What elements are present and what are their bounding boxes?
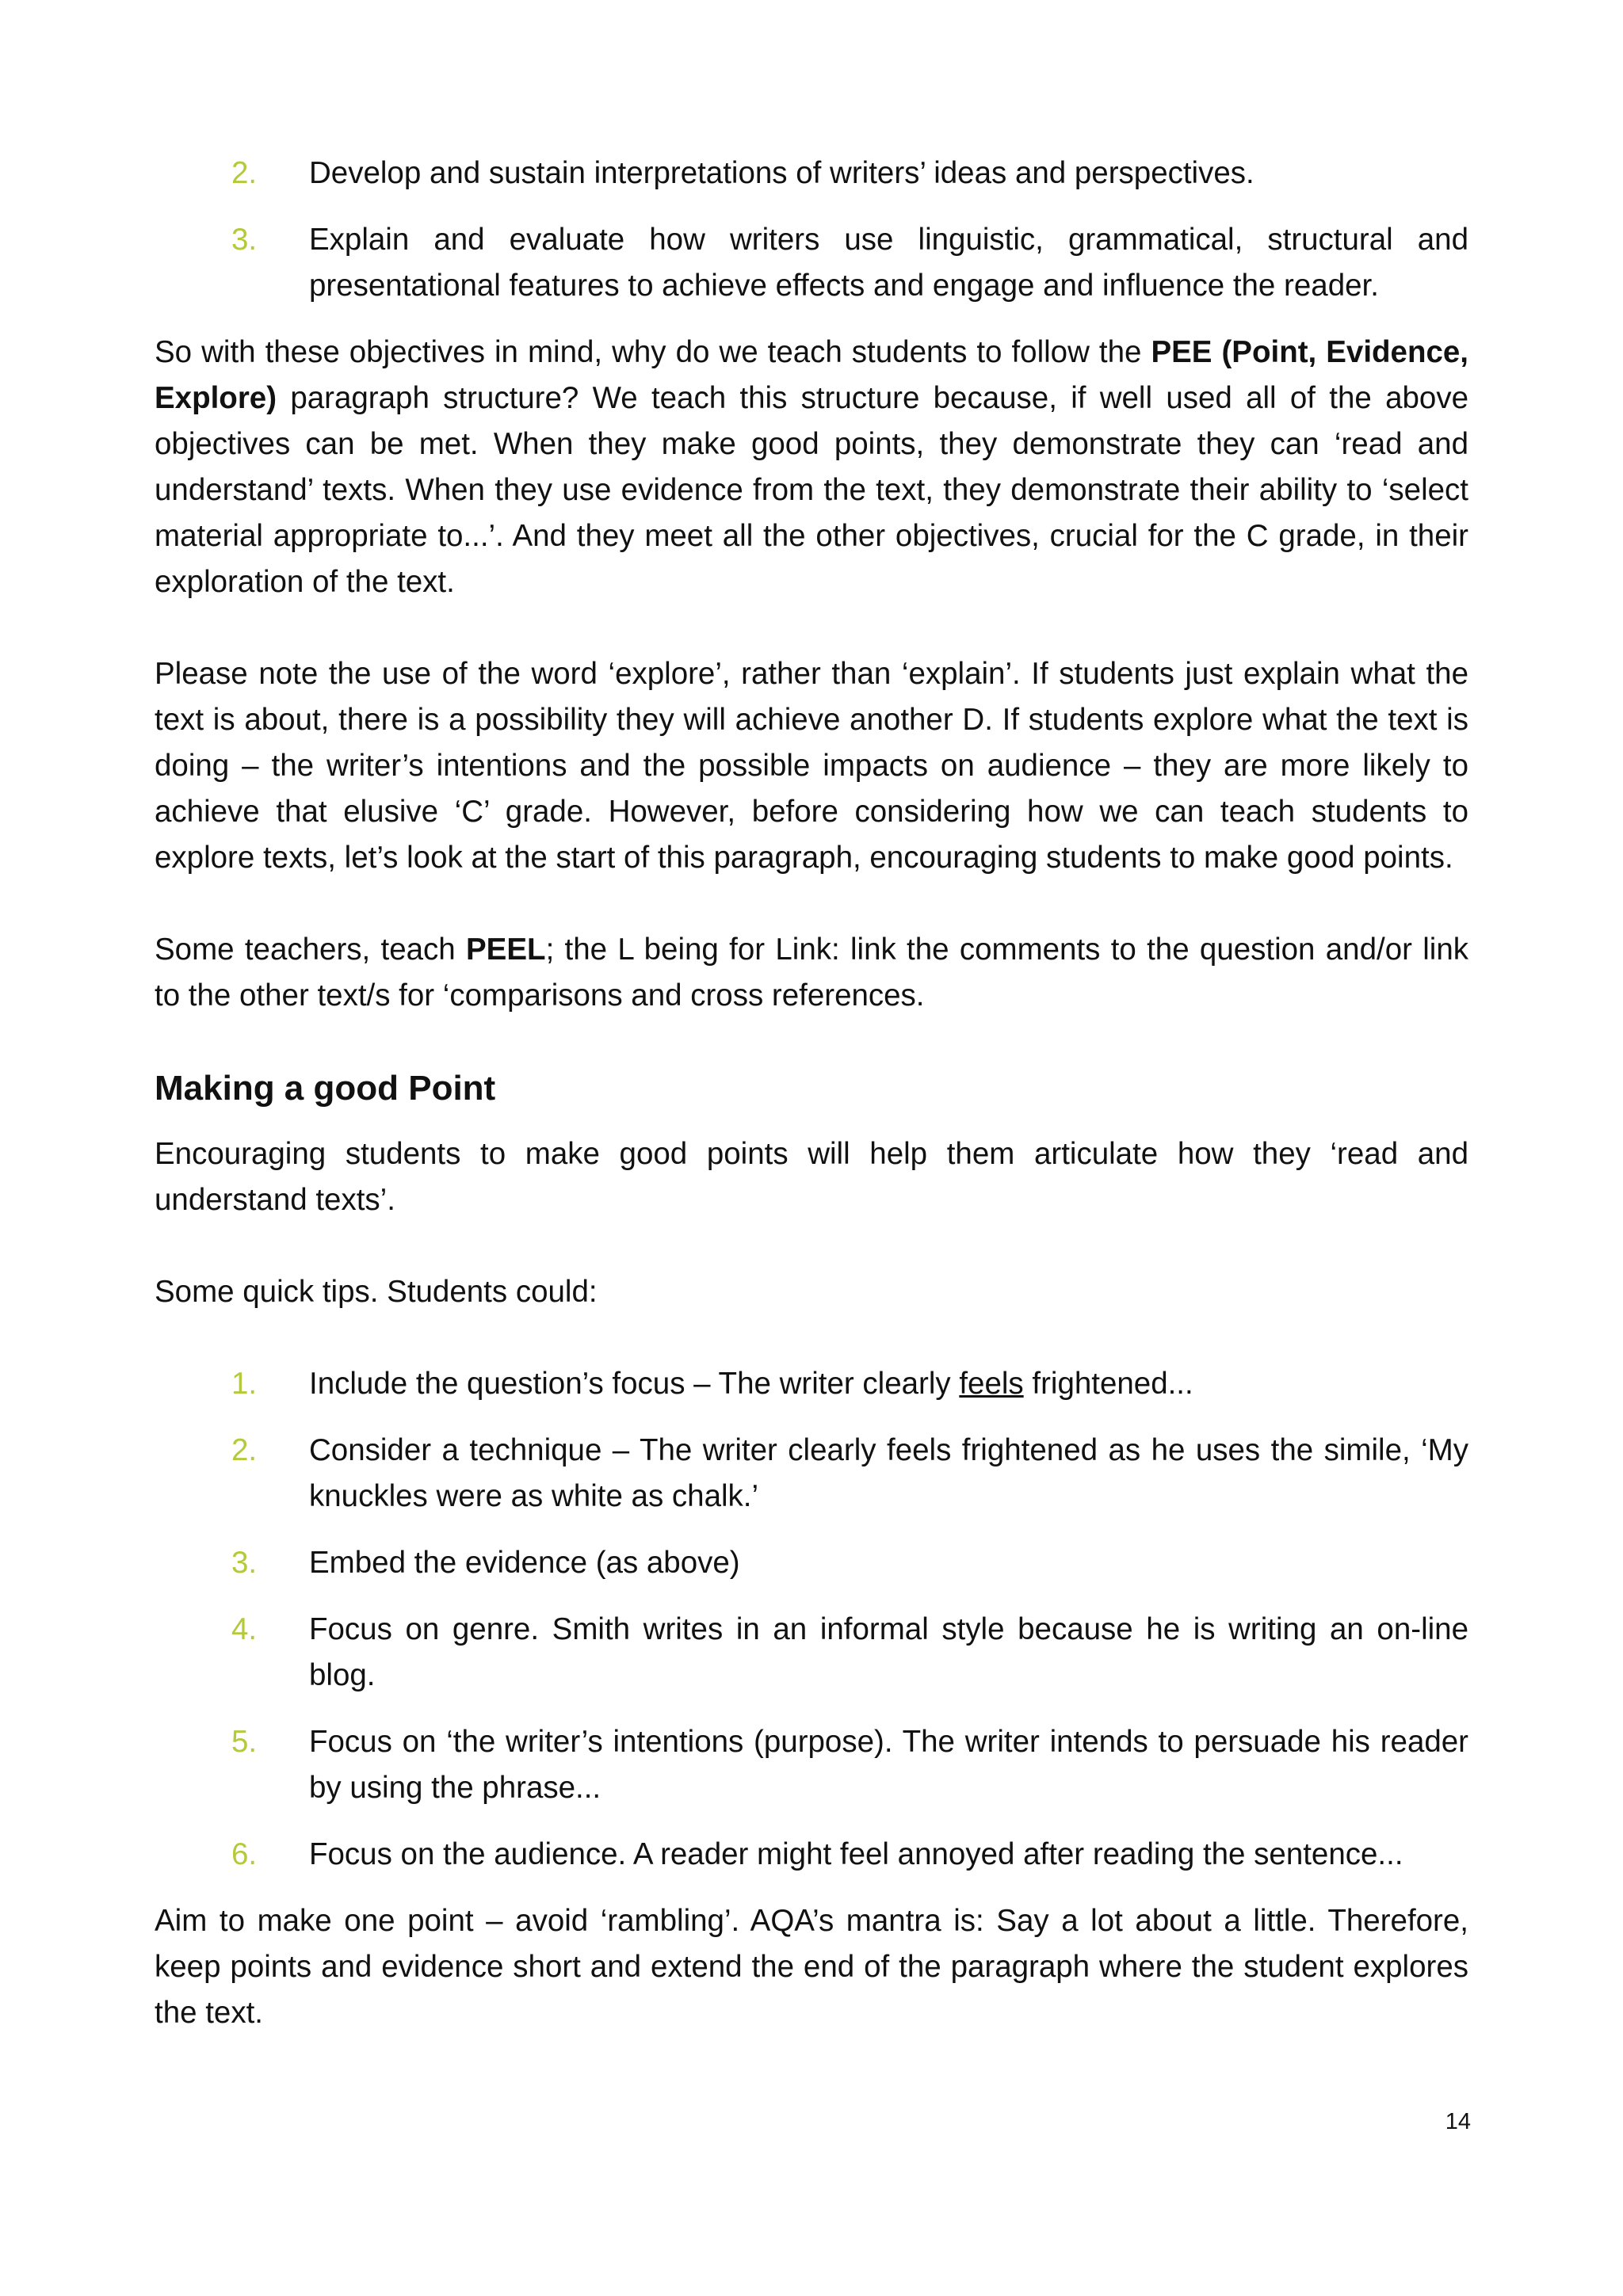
list-item-text: Explain and evaluate how writers use linguistic, grammatical, structural and presentational features to achieve effects and engage and influence the reader.: [309, 223, 1468, 303]
para-text: ; the L being for Link: link the comments to the question and/or link to the other text/s for ‘comparisons and cross references.: [155, 933, 1468, 1013]
spacer: [155, 1019, 1468, 1065]
tips-list: [155, 1361, 1468, 1878]
list-item-text: Develop and sustain interpretations of writers’ ideas and perspectives.: [309, 156, 1254, 190]
underlined-word: feels: [959, 1367, 1024, 1401]
list-item: [155, 1428, 1468, 1520]
list-item: [155, 1607, 1468, 1699]
list-item-text: frightened...: [1023, 1367, 1193, 1401]
list-number: 1.: [231, 1367, 258, 1401]
list-item-text: Embed the evidence (as above): [309, 1546, 740, 1580]
para-text: paragraph structure? We teach this structure because, if well used all of the above objectives can be met. When they make good points, they demonstrate they can ‘read and understand’ texts. When they use evidence from the text, they demonstrate their ability to ‘select material appropriate to...’. And they meet all the other objectives, crucial for the C grade, in their exploration of the text.: [155, 381, 1468, 599]
spacer: [155, 605, 1468, 651]
list-number: 2.: [231, 156, 258, 190]
peel-paragraph: [155, 927, 1468, 1019]
list-number: 4.: [231, 1612, 258, 1646]
rambling-paragraph: Aim to make one point – avoid ‘rambling’. AQA’s mantra is: Say a lot about a little. Therefore, keep points and evidence short and extend the end of the paragraph where the student explores the text.: [155, 1904, 1468, 2030]
list-item: [155, 1540, 1468, 1586]
explore-paragraph: Please note the use of the word ‘explore’, rather than ‘explain’. If students just explain what the text is about, there is a possibility they will achieve another D. If students explore what the text is doing – the writer’s intentions and the possible impacts on audience – they are more likely to achieve that elusive ‘C’ grade. However, before considering how we can teach students to explore texts, let’s look at the start of this paragraph, encouraging students to make good points.: [155, 657, 1468, 875]
list-item-text: Focus on the audience. A reader might feel annoyed after reading the sentence...: [309, 1837, 1403, 1871]
page-content: [155, 151, 1468, 2036]
objectives-list: [155, 151, 1468, 309]
para-text: Some teachers, teach: [155, 933, 466, 967]
list-number: 5.: [231, 1725, 258, 1759]
pee-bold-term: PEE (Point, Evidence, Explore): [155, 335, 1468, 415]
good-points-paragraph: Encouraging students to make good points will help them articulate how they ‘read and understand texts’.: [155, 1137, 1468, 1217]
list-number: 6.: [231, 1837, 258, 1871]
list-item-text: Focus on genre. Smith writes in an informal style because he is writing an on-line blog.: [309, 1612, 1468, 1692]
list-item: [155, 1361, 1468, 1407]
list-number: 2.: [231, 1433, 258, 1467]
list-item-text: Include the question’s focus – The writer clearly: [309, 1367, 960, 1401]
page-number: 14: [1445, 2109, 1471, 2134]
spacer: [155, 881, 1468, 927]
para-text: So with these objectives in mind, why do we teach students to follow the: [155, 335, 1151, 369]
list-item: [155, 1719, 1468, 1811]
list-number: 3.: [231, 223, 258, 257]
list-number: 3.: [231, 1546, 258, 1580]
list-item-text: Focus on ‘the writer’s intentions (purpose). The writer intends to persuade his reader by using the phrase...: [309, 1725, 1468, 1805]
section-heading: Making a good Point: [155, 1069, 496, 1108]
list-item: [155, 1832, 1468, 1878]
list-item: [155, 151, 1468, 196]
peel-bold-term: PEEL: [466, 933, 546, 967]
list-item-text: Consider a technique – The writer clearly feels frightened as he uses the simile, ‘My knuckles were as white as chalk.’: [309, 1433, 1468, 1513]
quick-tips-intro: Some quick tips. Students could:: [155, 1275, 598, 1309]
spacer: [155, 1315, 1468, 1361]
spacer: [155, 1223, 1468, 1269]
list-item: [155, 217, 1468, 309]
pee-paragraph: [155, 330, 1468, 605]
